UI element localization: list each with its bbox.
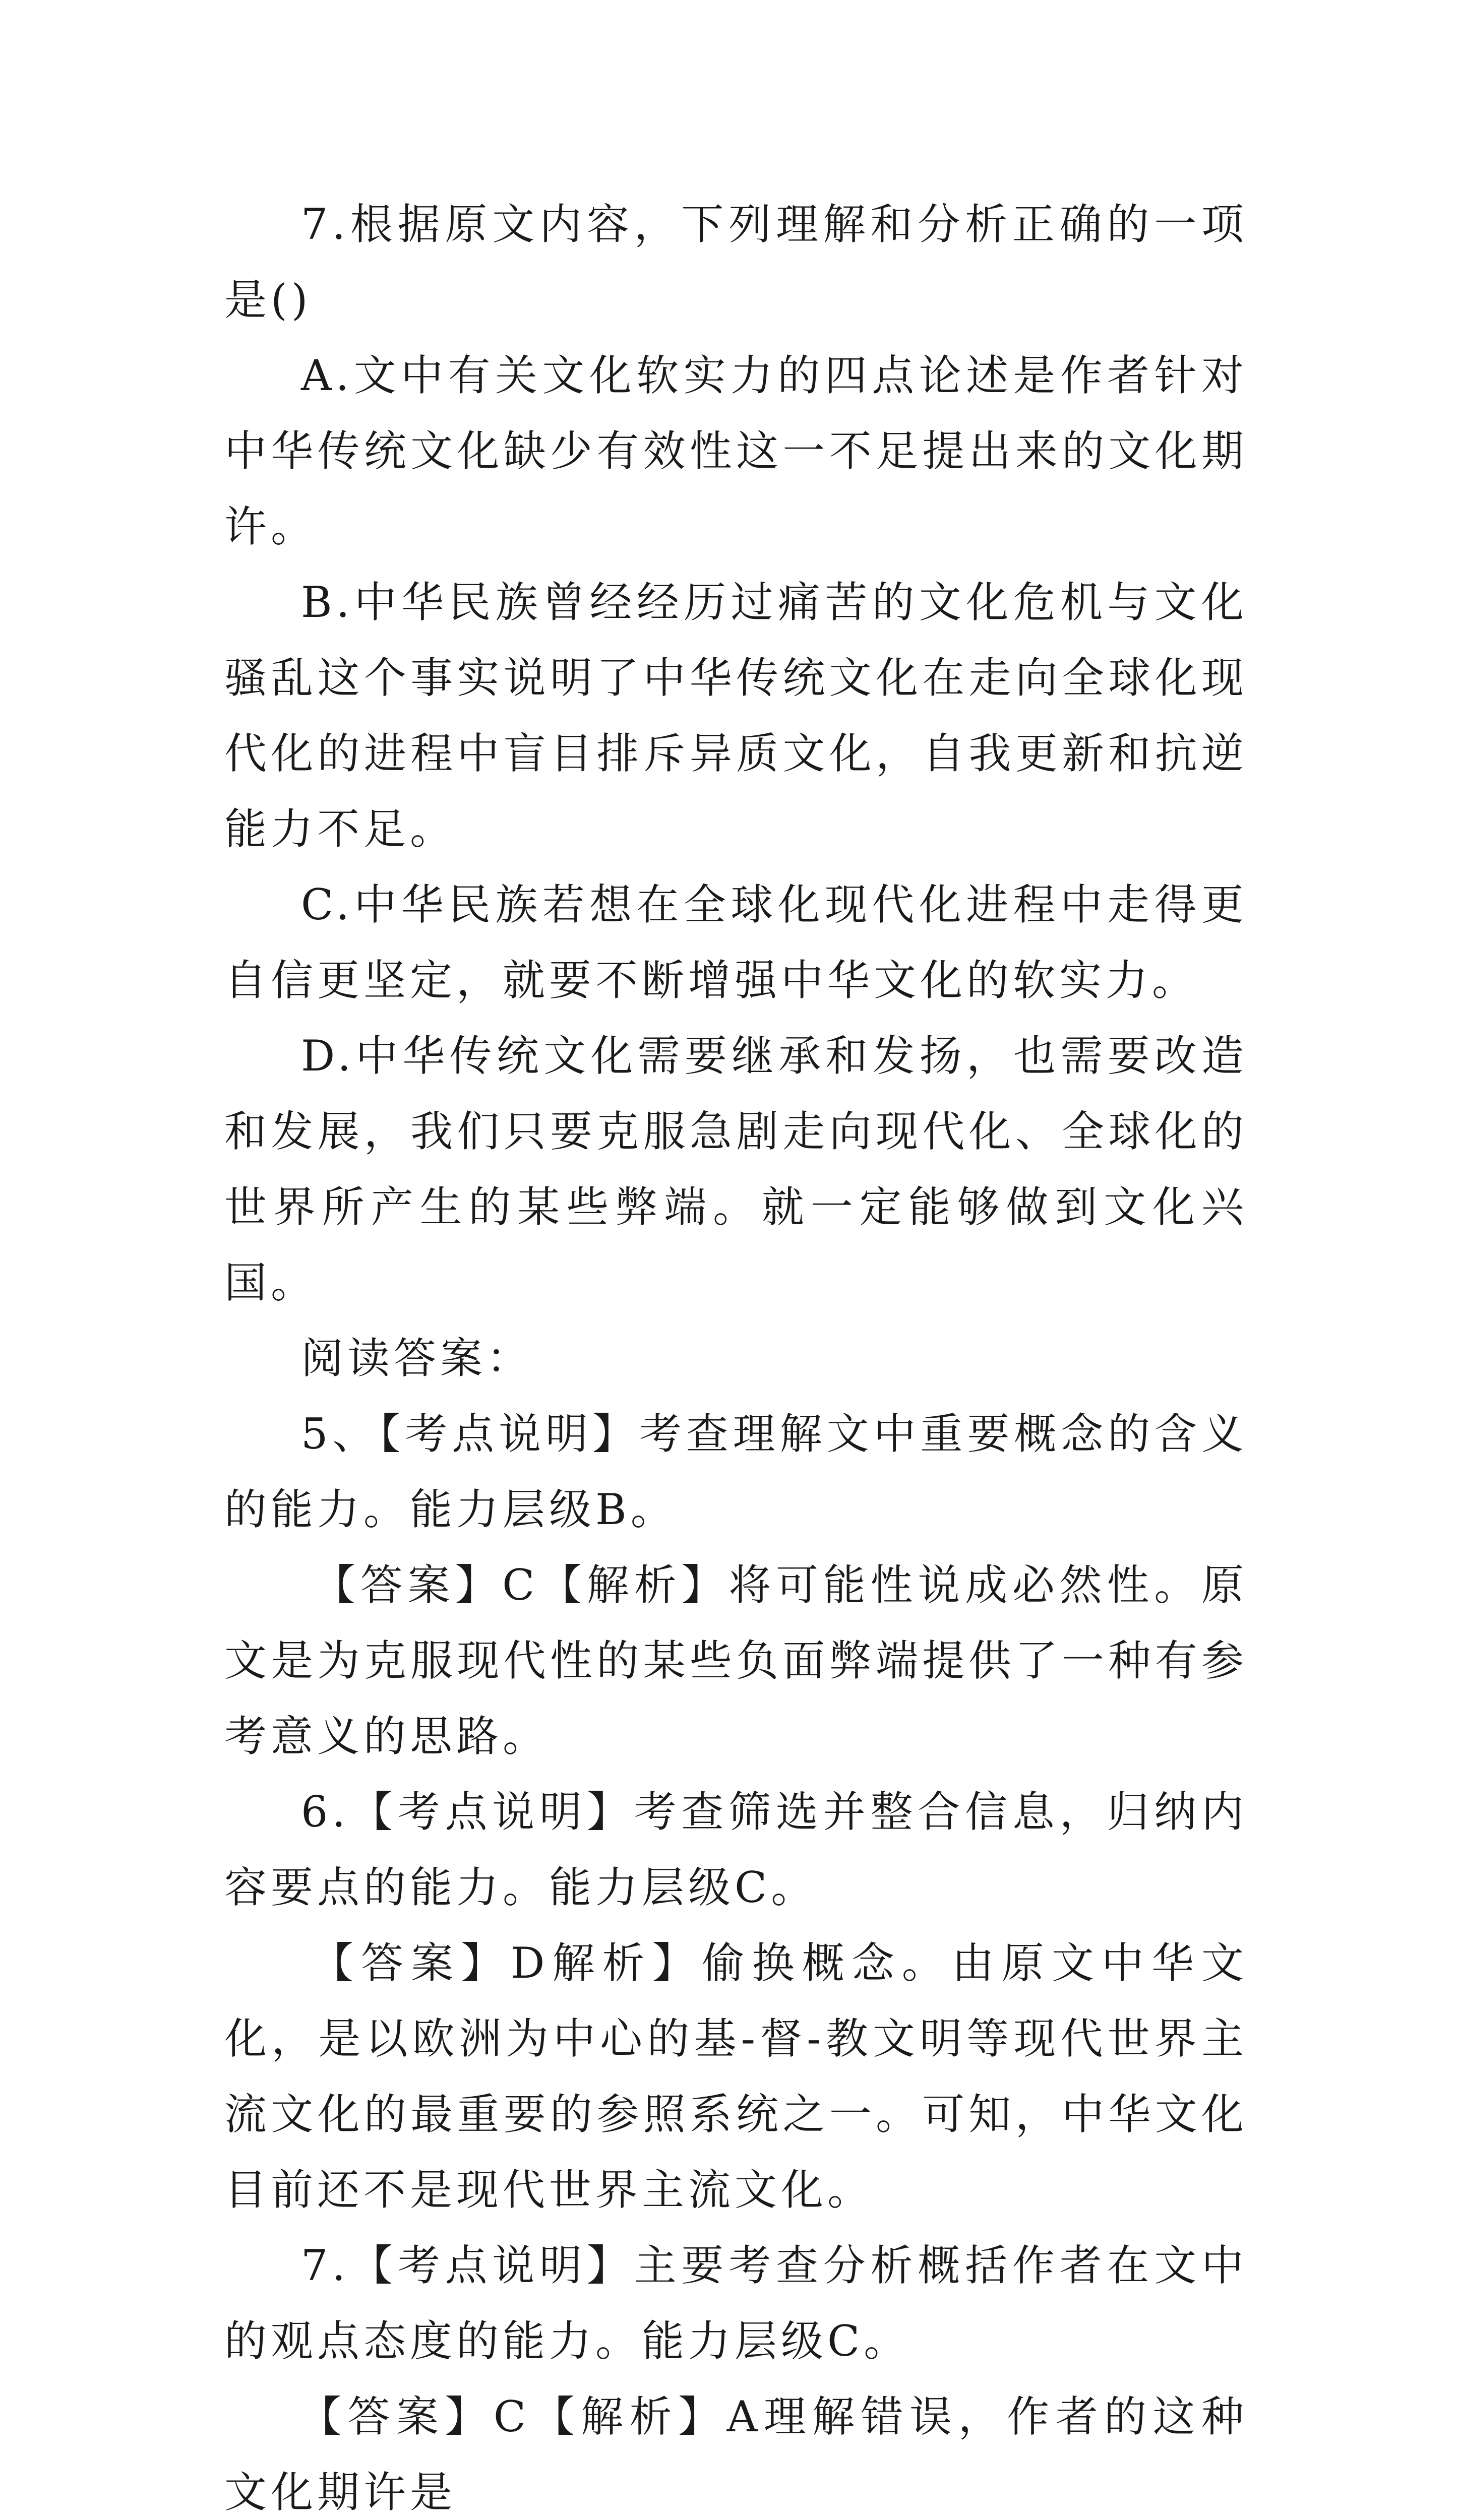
question-7-option-a: A.文中有关文化软实力的四点论述是作者针对中华传统文化缺少有效性这一不足提出来的文化期许。 [224,351,1248,551]
question-7-option-c: C.中华民族若想在全球化现代化进程中走得更自信更坚定，就要不断增强中华文化的软实力。 [224,880,1248,1005]
answer-6-solution: 【答案】D解析】偷换概念。由原文中华文化，是以欧洲为中心的基-督-教文明等现代世界主流文化的最重要的参照系统之一。可知，中华文化目前还不是现代世界主流文化。 [224,1938,1248,2215]
answer-7-point: 7.【考点说明】主要考查分析概括作者在文中的观点态度的能力。能力层级C。 [224,2241,1248,2366]
question-7-option-d: D.中华传统文化需要继承和发扬，也需要改造和发展，我们只要克服急剧走向现代化、全球化的世界所产生的某些弊端。就一定能够做到文化兴国。 [224,1031,1248,1307]
answer-7-solution: 【答案】C【解析】A理解错误，作者的这种文化期许是 [224,2392,1248,2517]
question-7-option-b: B.中华民族曾经经历过痛苦的文化危机与文化骚乱这个事实说明了中华传统文化在走向全球化现代化的进程中盲目排斥异质文化，自我更新和抗逆能力不足。 [224,578,1248,854]
answer-6-point: 6.【考点说明】考查筛选并整合信息，归纳内容要点的能力。能力层级C。 [224,1787,1248,1912]
document-body [224,186,1248,2520]
answer-5-solution: 【答案】C【解析】将可能性说成必然性。原文是为克服现代性的某些负面弊端提供了一种有参考意义的思路。 [224,1560,1248,1761]
answers-heading: 阅读答案： [301,1334,533,1383]
answer-5-point: 5、【考点说明】考查理解文中重要概念的含义的能力。能力层级B。 [224,1409,1248,1534]
question-7-stem: 7.根据原文内容，下列理解和分析正确的一项是() [224,200,1248,325]
